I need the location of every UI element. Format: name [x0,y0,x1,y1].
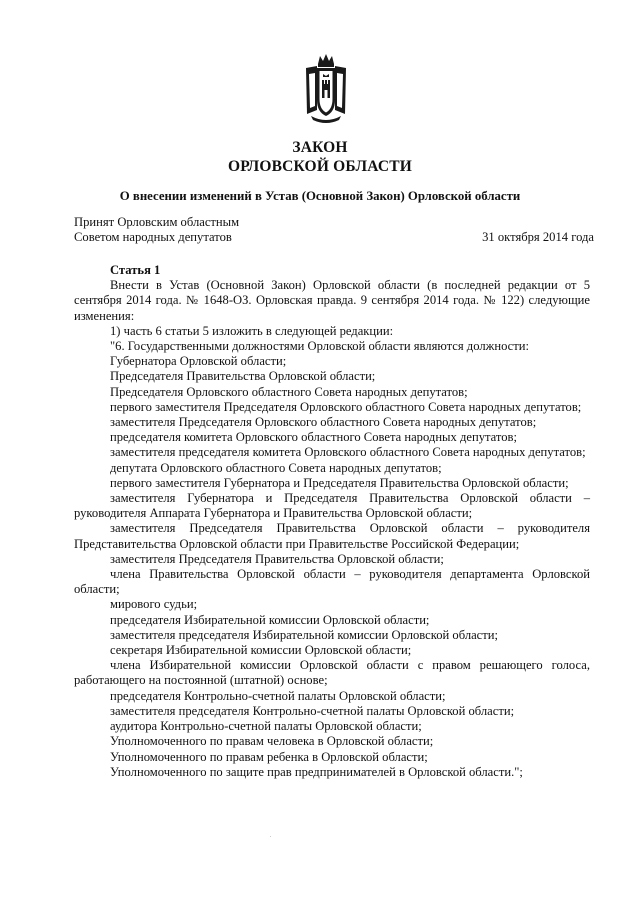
position-item: председателя Избирательной комиссии Орловской области; [110,612,430,627]
position-item: заместителя председателя Контрольно-счетной палаты Орловской области; [110,703,515,718]
position-item: заместителя Председателя Правительства Орловской области; [110,551,444,566]
position-item: аудитора Контрольно-счетной палаты Орловской области; [110,719,422,734]
article-body [74,263,590,780]
position-item: Председателя Орловского областного Совета народных депутатов; [110,384,468,399]
position-item: члена Избирательной комиссии Орловской области с правом решающего голоса, работающего на постоянной (штатной) основе; [74,658,590,688]
scan-dot [270,836,271,837]
region-title: ОРЛОВСКОЙ ОБЛАСТИ [227,158,413,175]
law-subtitle: О внесении изменений в Устав (Основной Закон) Орловской области [119,189,521,203]
positions-list [74,354,590,780]
quote-start: "6. Государственными должностями Орловской области являются должности: [110,339,530,354]
point-1: 1) часть 6 статьи 5 изложить в следующей редакции: [110,323,394,338]
law-title: ЗАКОН [292,139,348,156]
position-item: заместителя Губернатора и Председателя Правительства Орловской области – руководителя Аппарата Губернатора и Правительства Орловской области; [74,491,590,521]
coat-of-arms-icon [303,52,349,124]
adoption-block [74,215,594,245]
adoption-date: 31 октября 2014 года [482,230,594,244]
adoption-line-2: Советом народных депутатов [74,230,232,245]
position-item: Губернатора Орловской области; [110,354,287,369]
position-item: Уполномоченного по защите прав предпринимателей в Орловской области."; [110,764,523,779]
position-item: заместителя Председателя Орловского областного Совета народных депутатов; [110,415,537,430]
adoption-line-1: Принят Орловским областным [74,215,240,229]
position-item: Уполномоченного по правам ребенка в Орловской области; [110,749,428,764]
article-heading: Статья 1 [110,263,161,277]
position-item: заместителя председателя Избирательной комиссии Орловской области; [110,627,499,642]
position-item: члена Правительства Орловской области – руководителя департамента Орловской области; [74,567,590,597]
position-item: председателя Контрольно-счетной палаты Орловской области; [110,688,446,703]
position-item: мирового судьи; [110,597,198,612]
position-item: Председателя Правительства Орловской области; [110,369,376,384]
article-intro: Внести в Устав (Основной Закон) Орловской области (в последней редакции от 5 сентября 2014 года. № 1648-ОЗ. Орловская правда. 9 сентября 2014 года. № 122) следующие изменения: [74,278,590,323]
position-item: секретаря Избирательной комиссии Орловской области; [110,643,412,658]
position-item: депутата Орловского областного Совета народных депутатов; [110,460,442,475]
position-item: первого заместителя Губернатора и Председателя Правительства Орловской области; [110,475,569,490]
position-item: председателя комитета Орловского областного Совета народных депутатов; [110,430,517,445]
position-item: заместителя председателя комитета Орловского областного Совета народных депутатов; [110,445,586,460]
position-item: первого заместителя Председателя Орловского областного Совета народных депутатов; [110,399,582,414]
position-item: заместителя Председателя Правительства Орловской области – руководителя Представительства Орловской области при Правительстве Российской Федерации; [74,521,590,551]
position-item: Уполномоченного по правам человека в Орловской области; [110,734,434,749]
